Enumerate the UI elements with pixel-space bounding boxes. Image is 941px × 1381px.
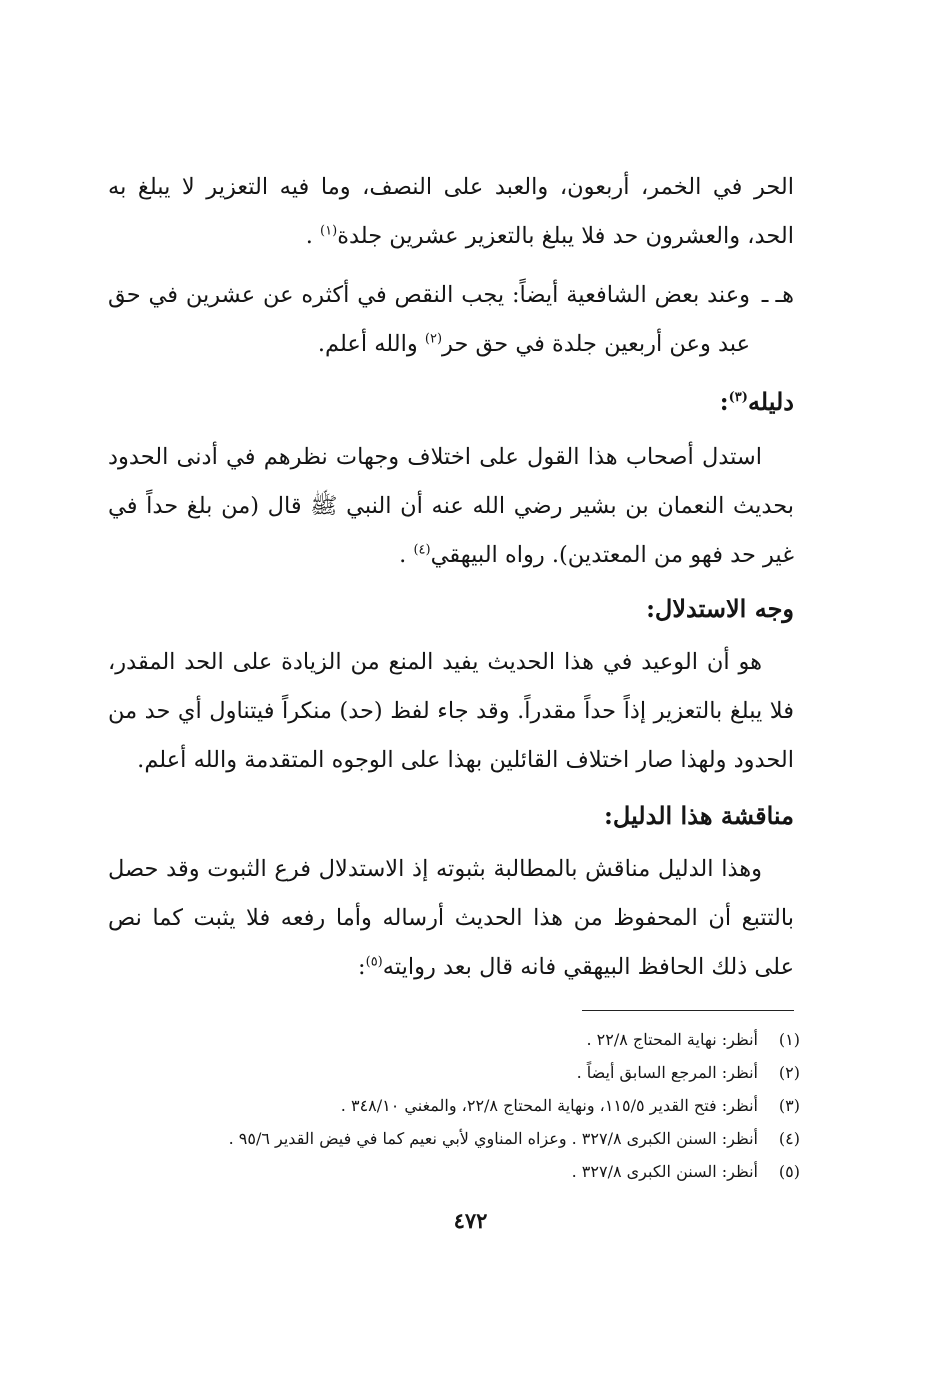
footnote-ref-2: (٢) — [424, 331, 443, 347]
heading-inference: وجه الاستدلال: — [646, 594, 794, 623]
footnote-ref-1: (١) — [320, 223, 338, 239]
heading-evidence: دليله$^{(٣)}$: — [719, 387, 794, 416]
footnote-separator — [582, 1010, 794, 1011]
footnotes — [100, 1023, 800, 1188]
paragraph-2: هـ ـ وعند بعض الشافعية أيضاً: يجب النقص في أكثره عن عشرين في حق عبد وعن أربعين جلدة في حق حر$^{(٢)}$ والله أعلم. — [108, 271, 794, 369]
paragraph-3: استدل أصحاب هذا القول على اختلاف وجهات نظرهم في أدنى الحدود بحديث النعمان بن بشير رضي الله عنه أن النبي ﷺ قال (من بلغ حداً في غير حد فهو من المعتدين). رواه البيهقي$^{(٤)}$ . — [108, 444, 794, 568]
footnote-ref-3: (٣) — [728, 390, 748, 405]
paragraph-4: هو أن الوعيد في هذا الحديث يفيد المنع من الزيادة على الحد المقدر، فلا يبلغ بالتعزير إذاً حداً مقدراً. وقد جاء لفظ (حد) منكراً فيتناول أي حد من الحدود ولهذا صار اختلاف القائلين بهذا على الوجوه المتقدمة والله أعلم. — [108, 649, 794, 773]
list-marker-heh: هـ ـ — [761, 282, 794, 308]
footnote-ref-4: (٤) — [413, 542, 431, 558]
heading-discussion: مناقشة هذا الدليل: — [604, 801, 794, 830]
footnote-ref-5: (٥) — [365, 954, 383, 970]
page-number: ٤٧٢ — [453, 1208, 488, 1233]
paragraph-1: الحر في الخمر، أربعون، والعبد على النصف، وما فيه التعزير لا يبلغ به الحد، والعشرون حد فلا يبلغ بالتعزير عشرين جلدة$^{(١)}$ . — [108, 174, 794, 249]
footnote-item: (٢) أنظر: المرجع السابق أيضاً . — [576, 1063, 800, 1082]
footnote-item: (٤) أنظر: السنن الكبرى ٣٢٧/٨ . وعزاه المناوي لأبي نعيم كما في فيض القدير ٩٥/٦ . — [228, 1129, 800, 1148]
footnote-item: (١) أنظر: نهاية المحتاج ٢٢/٨ . — [586, 1030, 800, 1049]
footnote-item: (٥) أنظر: السنن الكبرى ٣٢٧/٨ . — [571, 1162, 800, 1181]
footnote-item: (٣) أنظر: فتح القدير ١١٥/٥، ونهاية المحتاج ٢٢/٨، والمغني ٣٤٨/١٠ . — [340, 1096, 800, 1115]
main-text — [108, 163, 794, 992]
paragraph-5: وهذا الدليل مناقش بالمطالبة بثبوته إذ الاستدلال فرع الثبوت وقد حصل بالتتبع أن المحفوظ من هذا الحديث أرساله وأما رفعه فلا يثبت كما نص على ذلك الحافظ البيهقي فانه قال بعد روايته$^{(٥)}$: — [108, 856, 794, 980]
